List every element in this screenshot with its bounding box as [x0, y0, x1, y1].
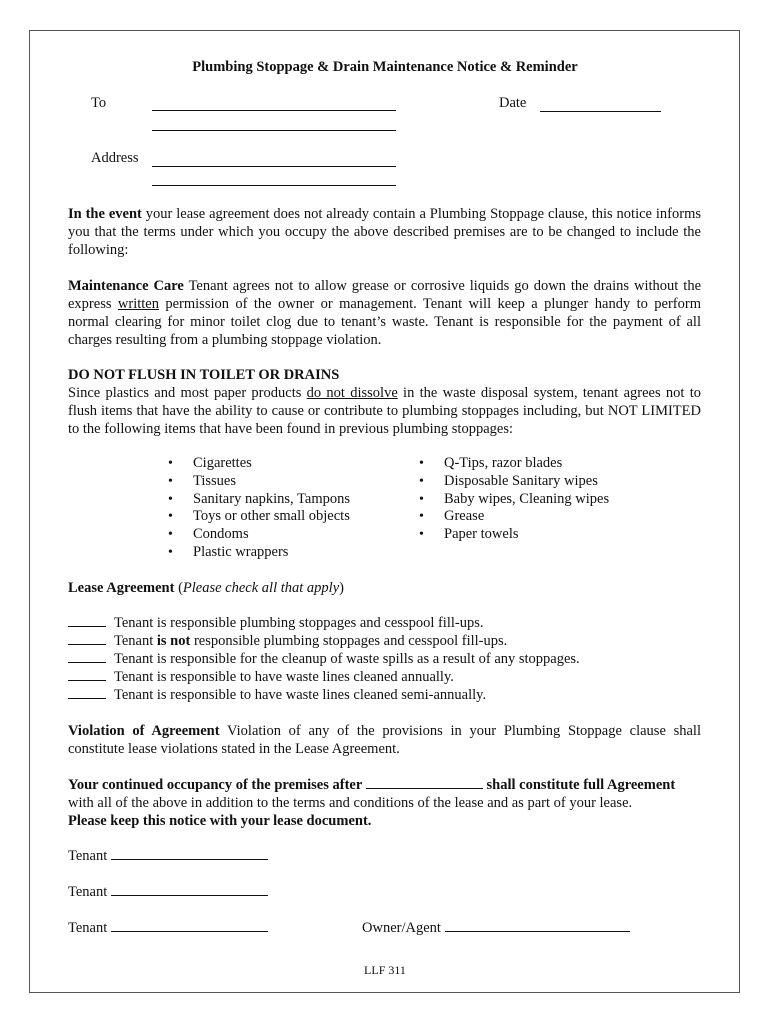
list-item: • Baby wipes, Cleaning wipes [419, 491, 609, 509]
tenant-signature-2[interactable] [68, 883, 268, 901]
option-text: Tenant is responsible for the cleanup of waste spills as a result of any stoppages. [114, 651, 580, 667]
occupancy-bold-a: Your continued occupancy of the premises after [68, 777, 363, 793]
check-blank[interactable] [68, 686, 106, 699]
lease-heading: Lease Agreement [68, 580, 175, 596]
option-text: Tenant [114, 633, 157, 649]
check-blank[interactable] [68, 668, 106, 681]
check-blank[interactable] [68, 614, 106, 627]
date-label: Date [499, 95, 527, 111]
flush-underlined: do not dissolve [306, 385, 398, 401]
items-list-right [419, 455, 609, 544]
intro-lead: In the event [68, 206, 142, 222]
keep-notice-text: Please keep this notice with your lease document. [68, 813, 372, 829]
maintenance-underlined: written [117, 296, 159, 312]
violation-paragraph [68, 722, 701, 758]
list-item: • Q-Tips, razor blades [419, 455, 609, 473]
form-number: LLF 311 [364, 963, 406, 977]
tenant-signature-3[interactable] [68, 919, 268, 937]
date-field-line[interactable] [540, 111, 661, 112]
violation-text: Violation of any of the provisions in your Plumbing Stoppage clause shall constitute lease violations stated in the Lease Agreement. [68, 723, 701, 757]
check-blank[interactable] [68, 650, 106, 663]
lease-heading-row: Lease Agreement (Please check all that apply) [68, 580, 344, 596]
to-label: To [91, 95, 107, 111]
lease-note: Please check all that apply [182, 580, 340, 596]
occupancy-bold-b: shall constitute full Agreement [486, 777, 676, 793]
flush-heading: DO NOT FLUSH IN TOILET OR DRAINS [68, 367, 340, 383]
list-item: • Grease [419, 508, 609, 526]
address-field-line-2[interactable] [152, 185, 396, 186]
option-bold: is not [156, 633, 191, 649]
to-field-line-1[interactable] [152, 110, 396, 111]
document-title: Plumbing Stoppage & Drain Maintenance Notice & Reminder [192, 59, 578, 75]
occupancy-date-line[interactable] [366, 776, 483, 789]
maintenance-paragraph [68, 277, 701, 349]
tenant-label: Tenant [68, 884, 108, 900]
signature-line[interactable] [111, 883, 268, 896]
lease-option-1[interactable] [68, 614, 484, 632]
owner-agent-label: Owner/Agent [362, 920, 441, 936]
list-item: • Toys or other small objects [168, 508, 350, 526]
maintenance-text-b: permission of the owner or management. Tenant will keep a plunger handy to perform normal clearing for minor toilet clog due to tenant’s waste. Tenant is responsible for the payment of all charges resulting from a plumbing stoppage violation. [68, 296, 701, 348]
flush-text-b: in the waste disposal system, tenant agrees not to flush items that have the ability to cause or contribute to plumbing stoppages including, but NOT LIMITED to the following items that have been found in previous plumbing stoppages: [68, 385, 701, 437]
signature-line[interactable] [111, 919, 268, 932]
flush-text-a: Since plastics and most paper products [68, 385, 307, 401]
occupancy-text: with all of the above in addition to the terms and conditions of the lease and as part of your lease. [68, 795, 633, 811]
violation-heading: Violation of Agreement [68, 723, 220, 739]
signature-line[interactable] [111, 847, 268, 860]
lease-option-2[interactable] [68, 632, 507, 650]
intro-paragraph [68, 205, 701, 259]
lease-option-5[interactable] [68, 686, 486, 704]
list-item: • Condoms [168, 526, 350, 544]
maintenance-heading: Maintenance Care [68, 278, 184, 294]
tenant-label: Tenant [68, 848, 108, 864]
list-item: • Paper towels [419, 526, 609, 544]
list-item: • Sanitary napkins, Tampons [168, 491, 350, 509]
list-item: • Plastic wrappers [168, 544, 350, 562]
list-item: • Tissues [168, 473, 350, 491]
occupancy-paragraph [68, 776, 701, 830]
intro-text: your lease agreement does not already contain a Plumbing Stoppage clause, this notice informs you that the terms under which you occupy the above described premises are to be changed to include the following: [68, 206, 701, 258]
address-label: Address [91, 150, 139, 166]
owner-agent-signature[interactable] [362, 919, 630, 937]
items-list-left [168, 455, 350, 562]
list-item: • Cigarettes [168, 455, 350, 473]
address-field-line-1[interactable] [152, 166, 396, 167]
to-field-line-2[interactable] [152, 130, 396, 131]
option-text: Tenant is responsible to have waste lines cleaned annually. [114, 669, 454, 685]
tenant-signature-1[interactable] [68, 847, 268, 865]
option-text-post: responsible plumbing stoppages and cesspool fill-ups. [190, 633, 508, 649]
option-text: Tenant is responsible to have waste lines cleaned semi-annually. [114, 687, 487, 703]
maintenance-text-a: Tenant agrees not to allow grease or corrosive liquids go down the drains without the express [68, 278, 701, 312]
lease-option-4[interactable] [68, 668, 454, 686]
tenant-label: Tenant [68, 920, 108, 936]
signature-line[interactable] [445, 919, 630, 932]
flush-paragraph [68, 366, 701, 438]
list-item: • Disposable Sanitary wipes [419, 473, 609, 491]
check-blank[interactable] [68, 632, 106, 645]
lease-option-3[interactable] [68, 650, 580, 668]
option-text: Tenant is responsible plumbing stoppages and cesspool fill-ups. [114, 615, 484, 631]
